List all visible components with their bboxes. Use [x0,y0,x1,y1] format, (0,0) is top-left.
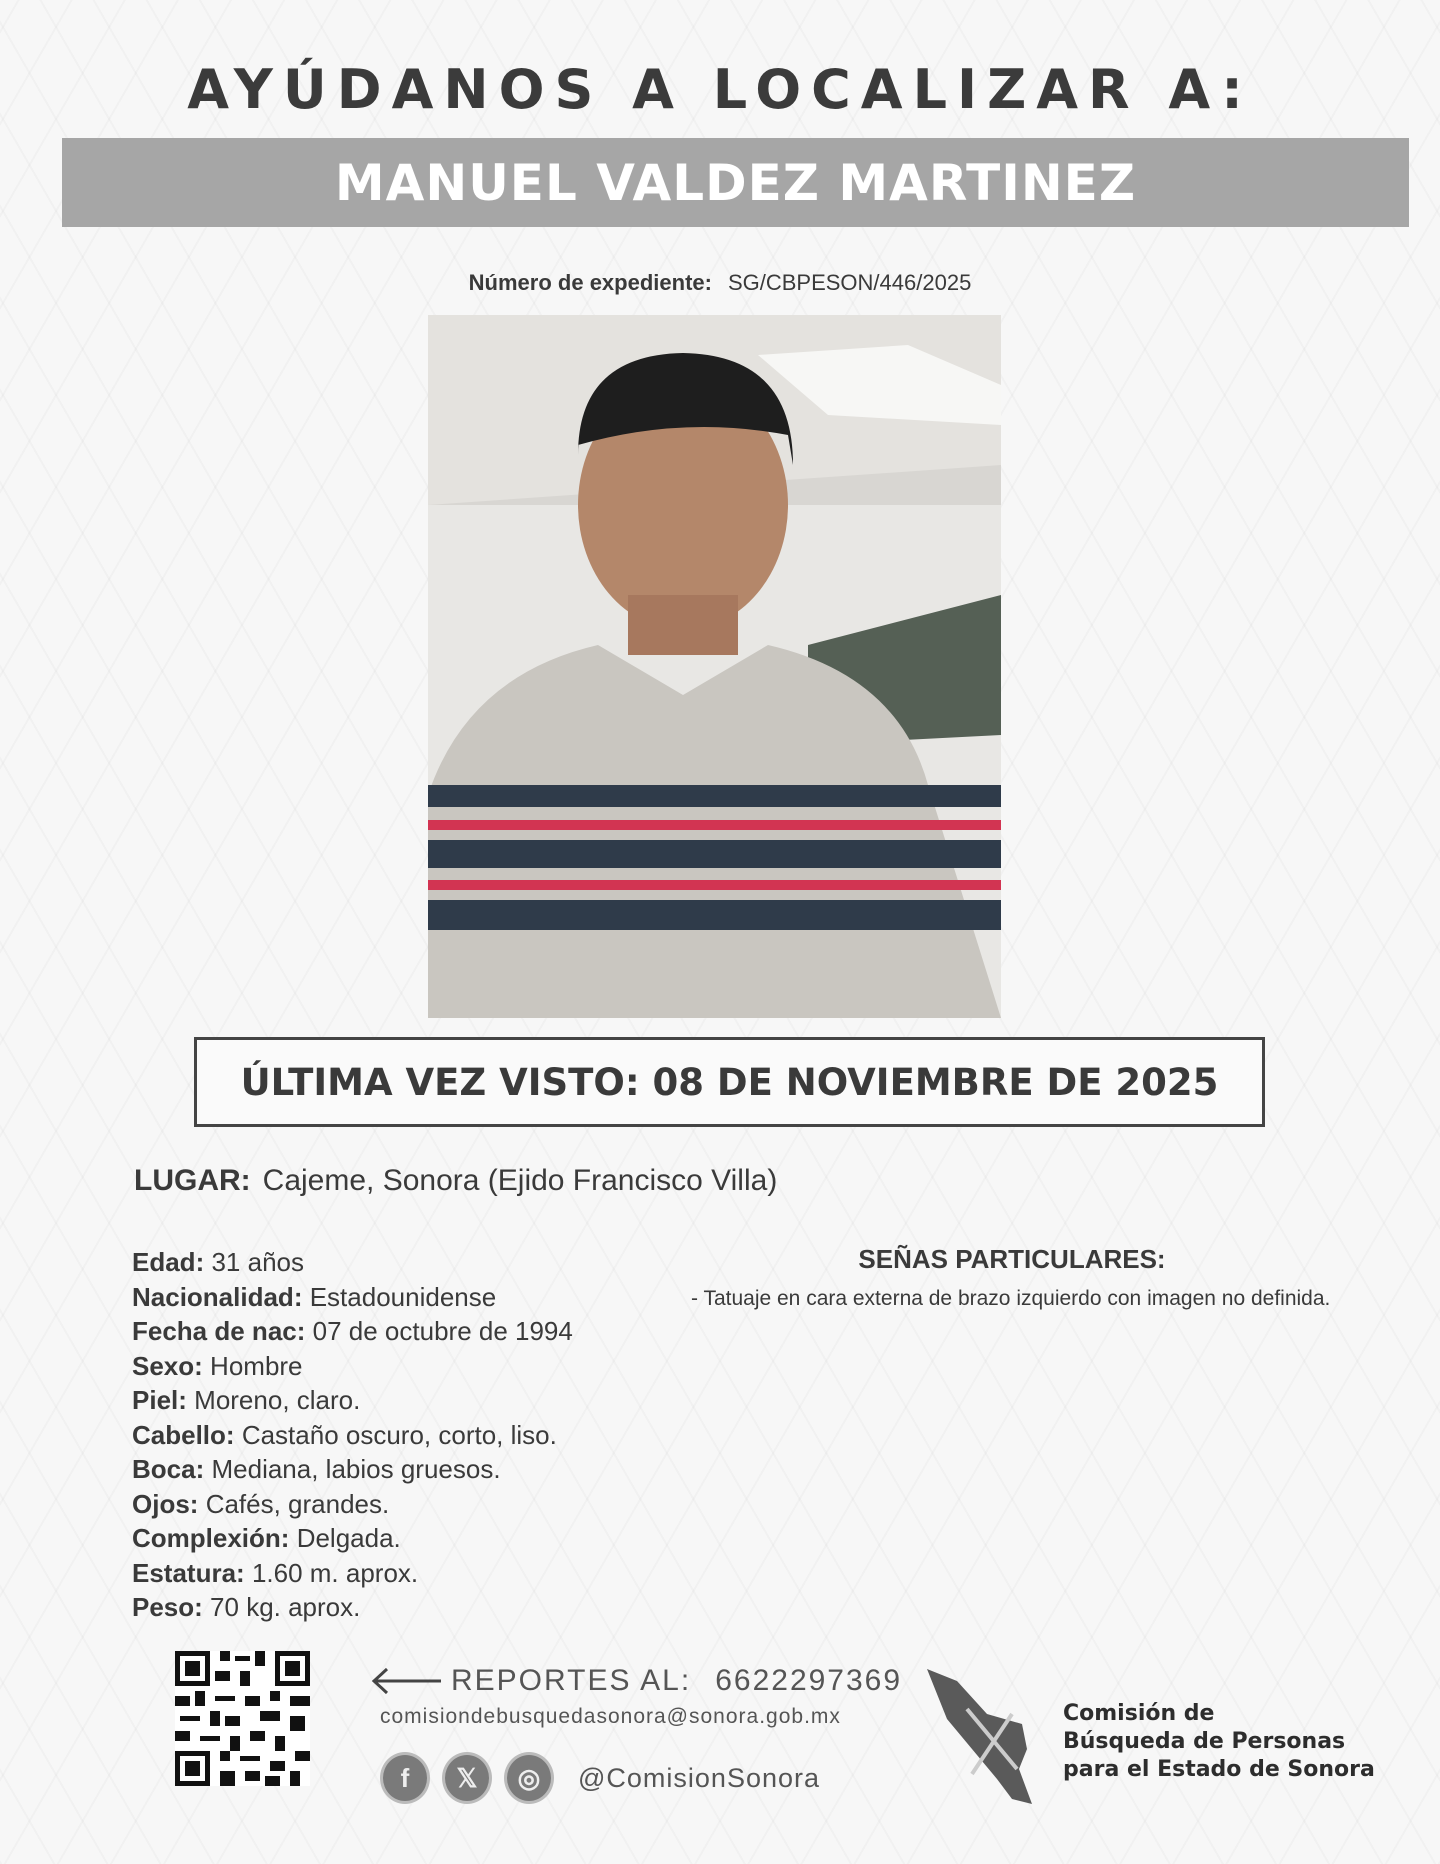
marks-text: - Tatuaje en cara externa de brazo izquierdo con imagen no definida. [691,1287,1331,1310]
detail-value: Delgada. [296,1523,401,1553]
reports-line [371,1664,902,1698]
social-links [380,1752,820,1804]
org-name [1063,1700,1375,1784]
org-name-line: Comisión de [1063,1701,1215,1726]
reports-label: REPORTES AL: [451,1664,692,1697]
detail-label: Cabello: [132,1419,235,1450]
detail-label: Piel: [132,1385,187,1415]
detail-value: Moreno, claro. [194,1385,361,1415]
detail-label: Complexión: [132,1523,290,1553]
detail-row [132,1314,573,1349]
detail-value: Estadounidense [309,1281,497,1312]
org-name-line: para el Estado de Sonora [1063,1757,1375,1782]
social-handle[interactable]: @ComisionSonora [578,1762,821,1793]
org-name-line: Búsqueda de Personas [1063,1729,1346,1754]
name-banner [62,138,1409,227]
file-number [0,270,1440,296]
detail-row [132,1418,573,1453]
email-link[interactable]: comisiondebusquedasonora@sonora.gob.mx [380,1705,841,1728]
sonora-map-logo-icon [927,1669,1042,1804]
qr-code[interactable] [175,1651,310,1786]
detail-label: Peso: [132,1592,203,1622]
detail-value: Hombre [210,1350,303,1381]
marks-title: SEÑAS PARTICULARES: [858,1244,1166,1274]
detail-value: 31 años [211,1247,304,1277]
detail-label: Sexo: [132,1350,203,1381]
person-photo [428,315,1001,1018]
facebook-icon[interactable]: f [380,1752,430,1804]
place-label: LUGAR: [134,1164,251,1197]
details-list [132,1245,573,1625]
detail-label: Boca: [132,1454,205,1484]
arrow-left-icon [371,1666,441,1696]
place-value: Cajeme, Sonora (Ejido Francisco Villa) [262,1164,778,1197]
detail-label: Estatura: [132,1557,245,1588]
detail-value: 1.60 m. aprox. [251,1557,419,1588]
detail-label: Nacionalidad: [132,1281,303,1312]
detail-row [132,1452,573,1487]
detail-value: 07 de octubre de 1994 [312,1316,573,1346]
poster-title: AYÚDANOS A LOCALIZAR A: [187,58,1253,121]
detail-row [132,1590,573,1625]
detail-row [132,1280,573,1315]
last-seen-text: ÚLTIMA VEZ VISTO: 08 DE NOVIEMBRE DE 2025 [240,1060,1219,1104]
detail-value: Mediana, labios gruesos. [211,1454,501,1484]
detail-value: 70 kg. aprox. [210,1592,361,1622]
detail-row [132,1245,573,1280]
detail-label: Ojos: [132,1488,199,1519]
instagram-icon[interactable]: ◎ [504,1752,554,1804]
phone-number[interactable]: 6622297369 [715,1664,903,1697]
detail-value: Cafés, grandes. [205,1488,390,1519]
last-seen-box [194,1037,1265,1127]
detail-label: Fecha de nac: [132,1316,306,1346]
file-number-value: SG/CBPESON/446/2025 [727,270,972,295]
detail-label: Edad: [132,1247,205,1277]
detail-row [132,1487,573,1522]
person-name: MANUEL VALDEZ MARTINEZ [334,153,1137,212]
file-number-label: Número de expediente: [468,270,712,295]
detail-row [132,1383,573,1418]
x-twitter-icon[interactable]: 𝕏 [442,1752,492,1804]
place [134,1164,777,1198]
detail-row [132,1521,573,1556]
detail-row [132,1556,573,1591]
detail-row [132,1349,573,1384]
detail-value: Castaño oscuro, corto, liso. [241,1419,557,1450]
